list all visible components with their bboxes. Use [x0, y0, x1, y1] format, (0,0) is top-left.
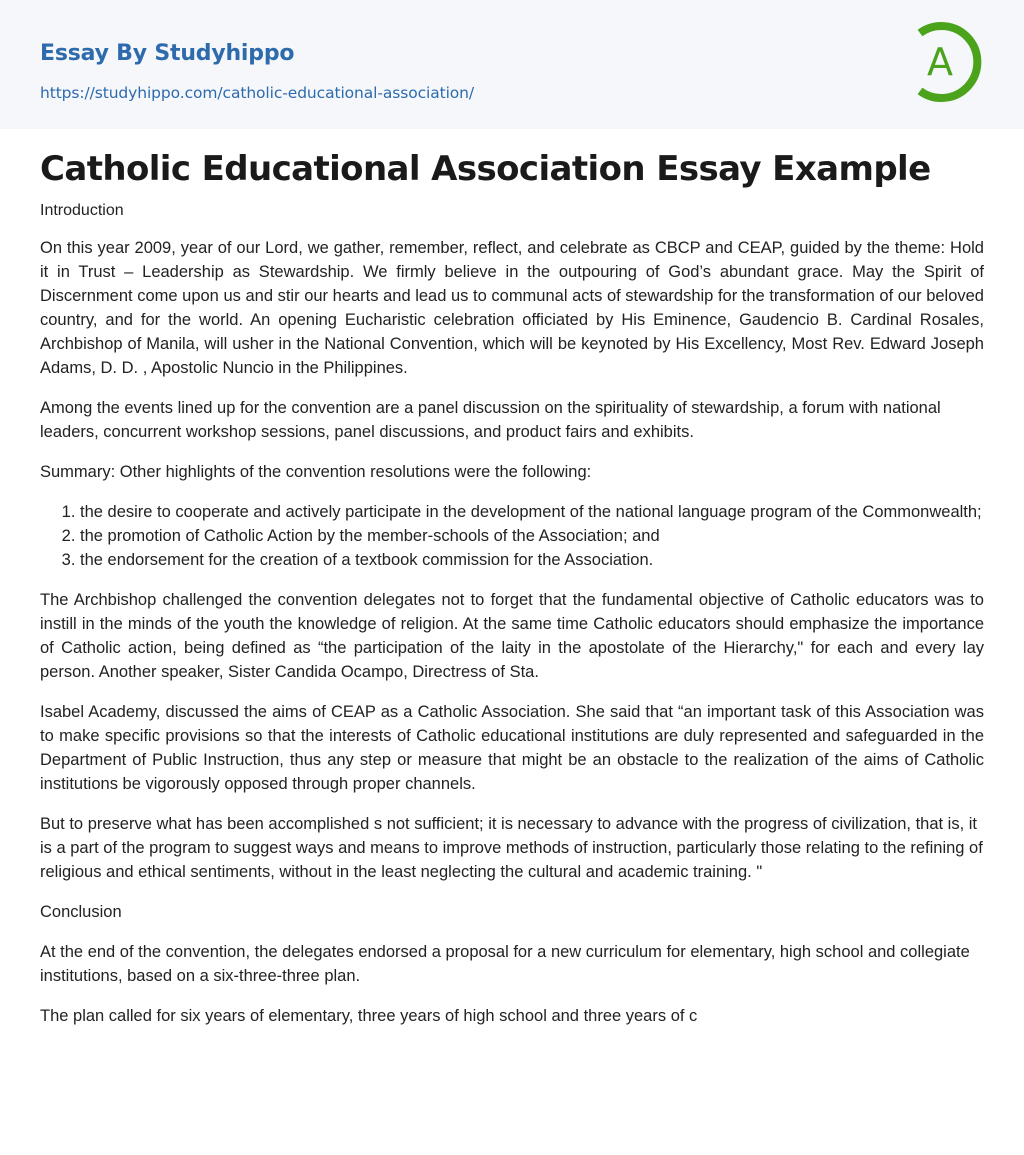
article-url-link[interactable]: https://studyhippo.com/catholic-educational-association/: [40, 84, 475, 102]
page-title: Catholic Educational Association Essay Example: [40, 149, 931, 189]
article-body: [0, 147, 1024, 1028]
paragraph: At the end of the convention, the delegates endorsed a proposal for a new curriculum for elementary, high school and collegiate institutions, based on a six-three-three plan.: [40, 943, 970, 985]
paragraph: Summary: Other highlights of the convention resolutions were the following:: [40, 463, 592, 481]
resolutions-list: [40, 500, 984, 572]
list-item: 3. the endorsement for the creation of a textbook commission for the Association.: [80, 548, 984, 572]
site-header: [0, 0, 1024, 129]
brand-title: Essay By Studyhippo: [40, 41, 295, 66]
paragraph: On this year 2009, year of our Lord, we gather, remember, reflect, and celebrate as CBCP and CEAP, guided by the theme: Hold it in Trust – Leadership as Stewardship. We firmly believe in the outpouring of God’s abundant grace. May the Spirit of Discernment come upon us and stir our hearts and lead us to communal acts of stewardship for the transformation of our beloved country, and for the world. An opening Eucharistic celebration officiated by His Eminence, Gaudencio B. Cardinal Rosales, Archbishop of Manila, will usher in the National Convention, which will be keynoted by His Excellency, Most Rev. Edward Joseph Adams, D. D. , Apostolic Nuncio in the Philippines.: [40, 239, 984, 377]
studyhippo-logo-icon[interactable]: [910, 18, 988, 106]
paragraph: The plan called for six years of elementary, three years of high school and three years of c: [40, 1007, 698, 1025]
section-label-conclusion: Conclusion: [40, 903, 122, 921]
list-item: 1. the desire to cooperate and actively participate in the development of the national language program of the Commonwealth;: [80, 500, 984, 524]
paragraph: Isabel Academy, discussed the aims of CEAP as a Catholic Association. She said that “an important task of this Association was to make specific provisions so that the interests of Catholic educational institutions are duly represented and safeguarded in the Department of Public Instruction, thus any step or measure that might be an obstacle to the realization of the aims of Catholic institutions be vigorously opposed through proper channels.: [40, 703, 984, 793]
list-item: 2. the promotion of Catholic Action by the member-schools of the Association; and: [80, 524, 984, 548]
paragraph: But to preserve what has been accomplished s not sufficient; it is necessary to advance with the progress of civilization, that is, it is a part of the program to suggest ways and means to improve methods of instruction, particularly those relating to the refining of religious and ethical sentiments, without in the least neglecting the cultural and academic training. ": [40, 815, 983, 881]
paragraph: The Archbishop challenged the convention delegates not to forget that the fundamental objective of Catholic educators was to instill in the minds of the youth the knowledge of religion. At the same time Catholic educators should emphasize the importance of Catholic action, being defined as “the participation of the laity in the apostolate of the Hierarchy," for each and every lay person. Another speaker, Sister Candida Ocampo, Directress of Sta.: [40, 591, 984, 681]
svg-text:A: A: [927, 40, 953, 84]
section-label-introduction: Introduction: [40, 202, 124, 219]
paragraph: Among the events lined up for the convention are a panel discussion on the spirituality of stewardship, a forum with national leaders, concurrent workshop sessions, panel discussions, and product fairs and exhibits.: [40, 399, 941, 441]
